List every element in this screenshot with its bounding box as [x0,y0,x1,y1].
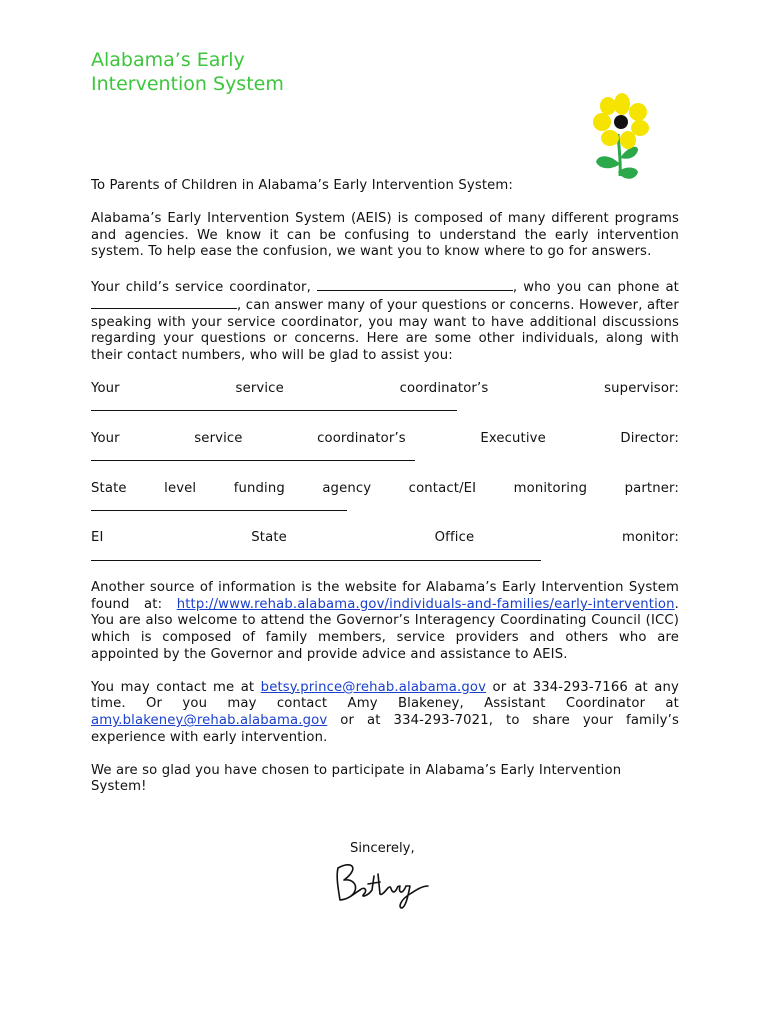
organization-heading [91,48,284,96]
field-word: agency [322,480,372,496]
contact-field-state-funding [91,481,679,514]
contact-field-executive-director [91,431,679,464]
field-word: service [194,430,243,446]
field-word: supervisor: [604,381,679,397]
field-word: monitoring [513,480,588,496]
field-label [91,431,679,448]
para2-text-a: Your child’s service coordinator, [91,279,317,295]
field-word: Office [434,530,475,546]
field-word: coordinator’s [399,381,489,397]
flower-leaf-left [596,156,620,168]
heading-line-1: Alabama’s Early [91,49,245,71]
closing-sincerely: Sincerely, [350,841,415,856]
coordinator-name-blank[interactable] [317,278,513,291]
field-word: EI [91,530,104,546]
aeis-website-link[interactable]: http://www.rehab.alabama.gov/individuals-and-families/early-intervention [176,596,675,612]
field-line-row [91,398,679,415]
heading-line-2: Intervention System [91,73,284,95]
letter-body [91,178,679,813]
supervisor-blank[interactable] [91,410,457,411]
sunflower-icon [588,92,652,184]
contact-field-ei-monitor [91,530,679,563]
handwritten-signature [330,856,430,910]
field-word: State [251,530,287,546]
salutation: To Parents of Children in Alabama’s Early Intervention System: [91,178,514,193]
coordinator-phone-blank[interactable] [91,296,237,309]
field-label [91,530,679,547]
executive-director-blank[interactable] [91,460,415,461]
field-word: contact/EI [408,480,477,496]
para2-text-c: , can answer many of your questions or concerns. However, after speaking with your service coordinator, you may want to have additional discussions regarding your questions or concerns. Here are some other individuals, along with their contact numbers, who will be glad to assist you: [91,298,679,363]
paragraph-contact [91,680,679,746]
paragraph-intro: Alabama’s Early Intervention System (AEIS) is composed of many different programs and agencies. We know it can be confusing to understand the early intervention system. To help ease the confusion, we want you to know where to go for answers. [91,211,679,260]
para2-text-b: , who you can phone at [512,279,680,295]
field-label [91,381,679,398]
field-word: Your [91,430,120,446]
field-word: level [164,480,197,496]
field-word: State [91,480,127,496]
contact-field-supervisor [91,381,679,414]
state-funding-blank[interactable] [91,510,347,511]
field-word: Your [91,381,120,397]
field-line-row [91,448,679,465]
field-line-row [91,497,679,514]
field-word: funding [233,480,285,496]
para4-text-c: or at 334-293-7021, to share your family’s experience with early intervention. [91,713,679,745]
field-label [91,481,679,498]
para3-text-a: Another source of information is the website for Alabama’s Early Intervention System found at: [91,580,679,612]
field-word: partner: [624,480,679,496]
field-word: Executive [480,430,546,446]
field-line-row [91,547,679,564]
para4-text-a: You may contact me at [91,679,261,695]
betsy-email-link[interactable]: betsy.prince@rehab.alabama.gov [260,679,487,695]
field-word: monitor: [621,530,679,546]
paragraph-service-coordinator [91,278,679,365]
para4-text-b: or at 334-293-7166 at any time. Or you may contact Amy Blakeney, Assistant Coordinator at [91,679,679,712]
flower-center [614,115,628,129]
paragraph-website [91,580,679,663]
field-word: coordinator’s [317,430,406,446]
field-word: Director: [620,430,679,446]
para3-text-b: . You are also welcome to attend the Governor’s Interagency Coordinating Council (ICC) which is composed of family members, service providers and others who are appointed by the Governor and provide advice and assistance to AEIS. [91,596,679,662]
ei-monitor-blank[interactable] [91,560,541,561]
amy-email-link[interactable]: amy.blakeney@rehab.alabama.gov [91,713,328,728]
paragraph-closing-note: We are so glad you have chosen to participate in Alabama’s Early Intervention System! [91,762,622,795]
field-word: service [235,381,284,397]
